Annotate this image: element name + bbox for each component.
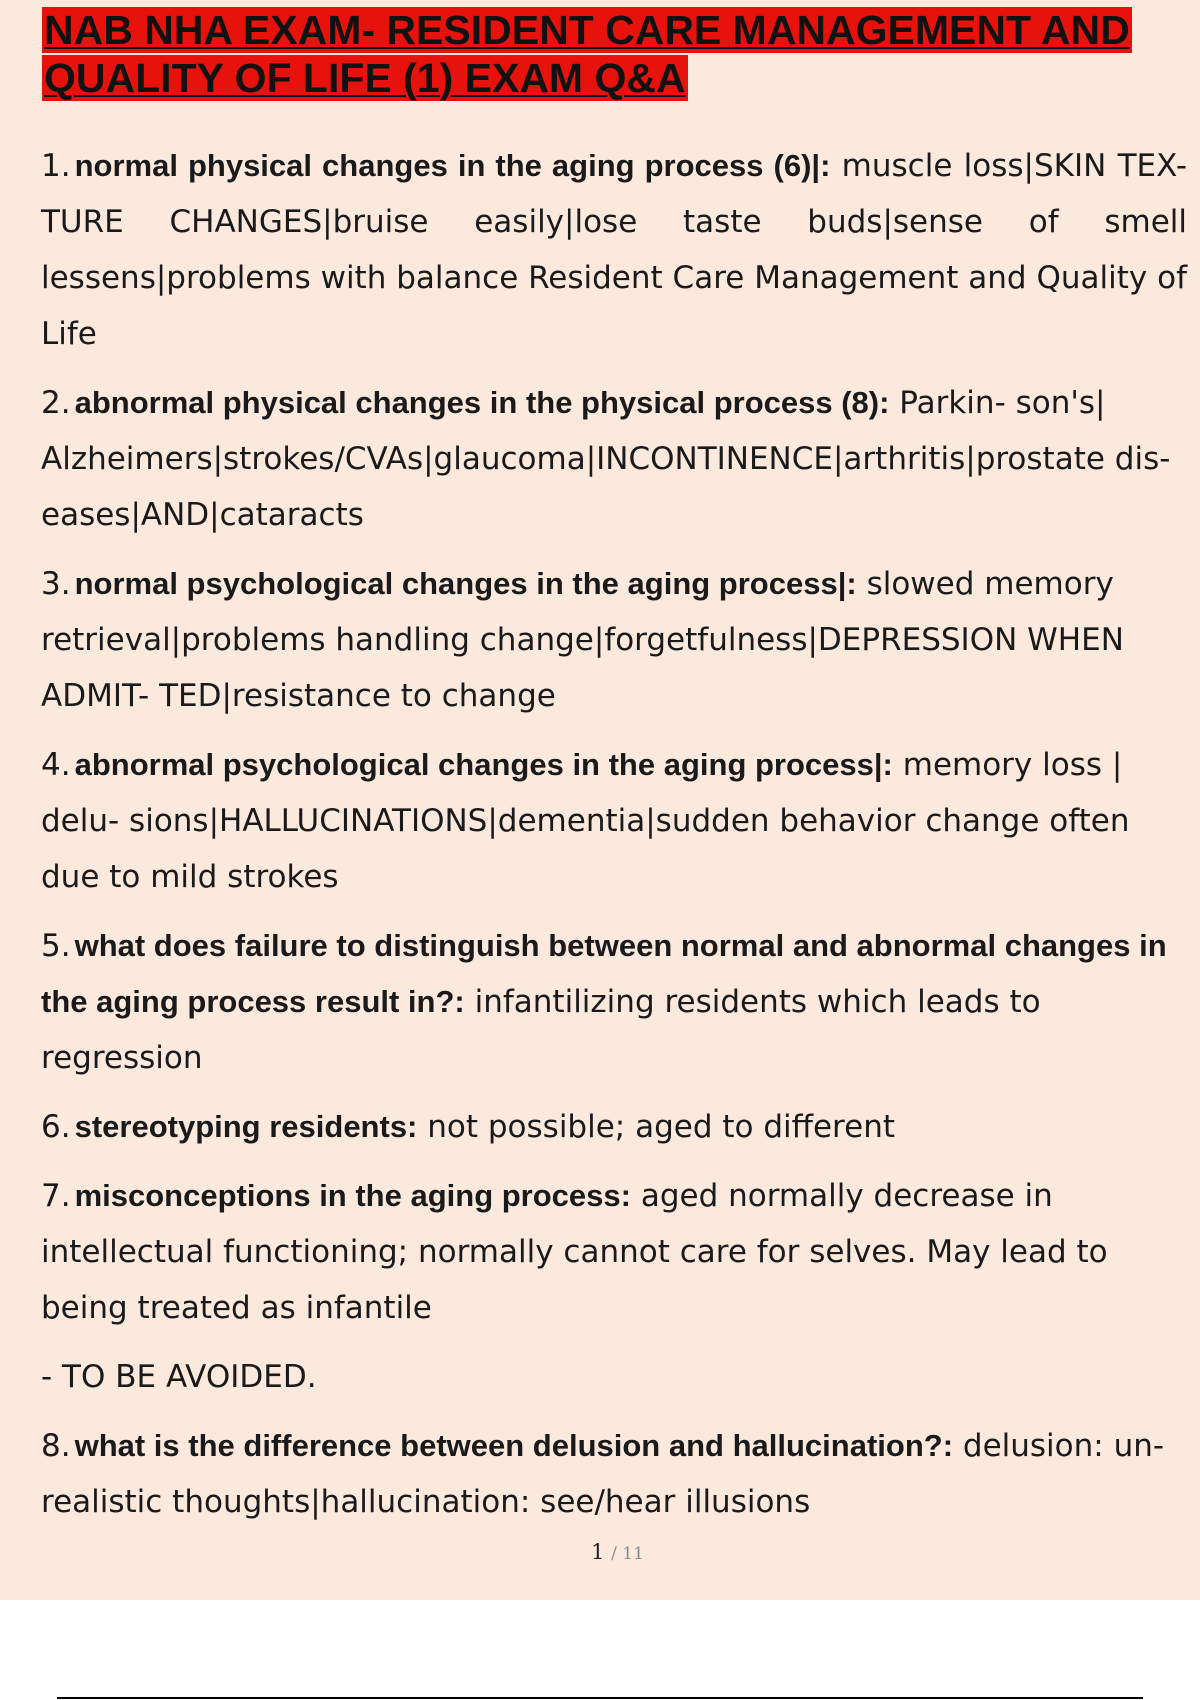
qa-question: normal physical changes in the aging process (6)|: bbox=[74, 148, 831, 183]
page-total: / 11 bbox=[611, 1544, 644, 1564]
qa-answer: memory loss | delu- sions|HALLUCINATIONS|dementia|sudden behavior change often due to mild strokes bbox=[41, 747, 1130, 895]
qa-answer: muscle loss|SKIN TEX- TURE CHANGES|bruise easily|lose taste buds|sense of smell lessens|problems with balance Resident Care Management and Quality of Life bbox=[41, 148, 1188, 352]
qa-item-3 bbox=[41, 556, 1187, 724]
question-answer-list bbox=[41, 138, 1187, 1543]
qa-question: normal psychological changes in the aging process|: bbox=[74, 566, 857, 601]
qa-question: what does failure to distinguish between normal and abnormal changes in the aging process result in?: bbox=[41, 928, 1167, 1019]
document-title-highlight: NAB NHA EXAM- RESIDENT CARE MANAGEMENT AND QUALITY OF LIFE (1) EXAM Q&A bbox=[44, 7, 1130, 101]
qa-item-6 bbox=[41, 1099, 1187, 1155]
qa-number: 3. bbox=[41, 566, 71, 602]
qa-item-7-note: - TO BE AVOIDED. bbox=[41, 1359, 317, 1395]
qa-number: 5. bbox=[41, 928, 71, 964]
qa-question: abnormal psychological changes in the aging process|: bbox=[74, 747, 893, 782]
qa-item-4 bbox=[41, 737, 1187, 905]
page-number bbox=[0, 1540, 1200, 1564]
qa-item-8 bbox=[41, 1418, 1187, 1530]
qa-question: misconceptions in the aging process: bbox=[74, 1178, 631, 1213]
qa-question: what is the difference between delusion and hallucination?: bbox=[74, 1428, 954, 1463]
qa-answer: Parkin- son's| Alzheimers|strokes/CVAs|glaucoma|INCONTINENCE|arthritis|prostate dis- eases|AND|cataracts bbox=[41, 385, 1171, 533]
qa-number: 2. bbox=[41, 385, 71, 421]
qa-number: 4. bbox=[41, 747, 71, 783]
qa-number: 8. bbox=[41, 1428, 71, 1464]
qa-item-2 bbox=[41, 375, 1187, 543]
qa-number: 7. bbox=[41, 1178, 71, 1214]
qa-question: stereotyping residents: bbox=[74, 1109, 418, 1144]
qa-answer: delusion: un- realistic thoughts|hallucination: see/hear illusions bbox=[41, 1428, 1165, 1520]
qa-answer: slowed memory retrieval|problems handling change|forgetfulness|DEPRESSION WHEN ADMIT- TED|resistance to change bbox=[41, 566, 1124, 714]
qa-item-5 bbox=[41, 918, 1187, 1086]
qa-number: 1. bbox=[41, 148, 71, 184]
qa-answer: infantilizing residents which leads to regression bbox=[41, 984, 1041, 1076]
page-divider bbox=[57, 1697, 1143, 1699]
qa-item-7 bbox=[41, 1168, 1187, 1336]
qa-question: abnormal physical changes in the physical process (8): bbox=[74, 385, 890, 420]
qa-answer: aged normally decrease in intellectual functioning; normally cannot care for selves. May lead to being treated as infantile bbox=[41, 1178, 1108, 1326]
qa-item-1 bbox=[41, 138, 1187, 362]
qa-answer: not possible; aged to different bbox=[417, 1109, 895, 1145]
qa-number: 6. bbox=[41, 1109, 71, 1145]
document-title bbox=[42, 6, 1142, 102]
page-current: 1 bbox=[591, 1540, 605, 1564]
